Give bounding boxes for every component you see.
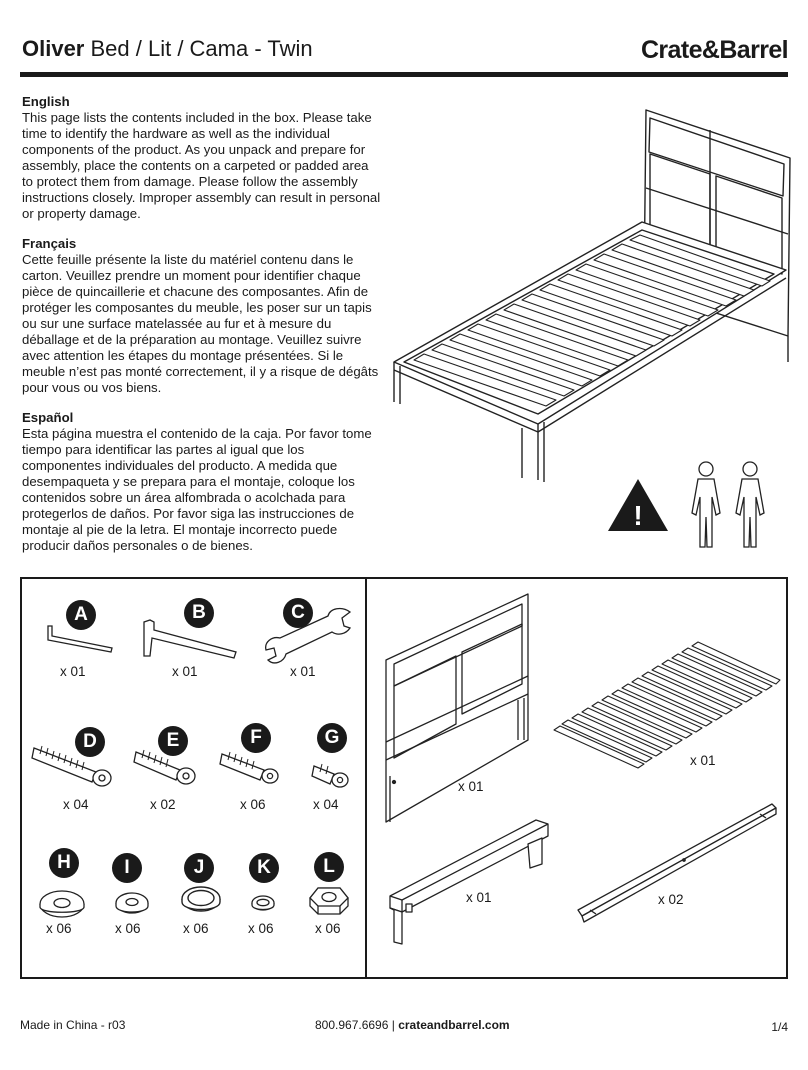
hardware-label-d: D — [75, 727, 105, 757]
hardware-label-l: L — [314, 852, 344, 882]
medium-bolt-icon — [132, 746, 198, 786]
hardware-qty-k: x 06 — [248, 921, 274, 936]
hardware-label-g: G — [317, 723, 347, 753]
headboard-illustration — [380, 590, 530, 830]
hardware-label-j: J — [184, 853, 214, 883]
brand-logo: Crate&Barrel — [640, 36, 788, 64]
bolt-icon — [218, 748, 282, 786]
hardware-qty-f: x 06 — [240, 797, 266, 812]
warning-two-person-assembly — [606, 455, 792, 555]
french-heading: Français — [22, 236, 77, 251]
hardware-label-k: K — [249, 853, 279, 883]
page-number: 1/4 — [771, 1020, 788, 1034]
small-washer-icon — [250, 894, 276, 914]
hardware-qty-g: x 04 — [313, 797, 339, 812]
footer-origin: Made in China - r03 — [20, 1018, 126, 1032]
spanish-paragraph: Esta página muestra el contenido de la caja. Por favor tome tiempo para identificar las partes al igual que los componentes individuales del producto. A medida que desempaqueta y se prepara para el montaje, coloque los contenidos sobre un área alfombrada o acolchada para protegerlos de daños. Por favor siga las instrucciones de montaje al pie de la letra. El montaje incorrecto puede producir daños personales o de bienes. — [22, 426, 372, 553]
intro-text — [22, 94, 382, 568]
hardware-label-f: F — [241, 723, 271, 753]
washer-icon — [114, 890, 150, 918]
hardware-qty-j: x 06 — [183, 921, 209, 936]
lock-washer-icon — [180, 884, 222, 916]
hardware-qty-c: x 01 — [290, 664, 316, 679]
large-washer-icon — [38, 886, 86, 920]
assembled-bed-illustration — [390, 104, 792, 486]
short-bolt-icon — [310, 760, 350, 788]
hardware-qty-l: x 06 — [315, 921, 341, 936]
person-icon — [736, 462, 764, 547]
document-title: Oliver Bed / Lit / Cama - Twin — [22, 36, 313, 61]
hardware-label-b: B — [184, 598, 214, 628]
parts-divider — [365, 577, 367, 979]
hex-nut-icon — [308, 882, 350, 918]
hardware-qty-d: x 04 — [63, 797, 89, 812]
footboard-illustration — [386, 816, 552, 948]
footer-website[interactable]: crateandbarrel.com — [398, 1018, 510, 1032]
footboard-qty: x 01 — [466, 890, 492, 905]
slats-illustration — [550, 640, 782, 776]
hardware-qty-a: x 01 — [60, 664, 86, 679]
hardware-qty-h: x 06 — [46, 921, 72, 936]
hardware-label-e: E — [158, 726, 188, 756]
warning-symbol: ! — [633, 500, 643, 531]
french-paragraph: Cette feuille présente la liste du matériel contenu dans le carton. Veuillez prendre un moment pour identifier chaque pièce de quincaillerie et chacune des composantes. Afin de protéger les composantes du meuble, les poser sur un tapis ou sur une surface matelassée au fur et à mesure du déballage et de la préparation au montage. Veuillez suivre avec attention les étapes du montage présentées. Si le meuble n’est pas monté correctement, il y a risque de dégâts pour vous ou vos biens. — [22, 252, 379, 395]
side-rail-qty: x 02 — [658, 892, 684, 907]
footer-contact — [315, 1018, 510, 1032]
header — [22, 36, 788, 72]
footer-phone: 800.967.6696 | — [315, 1018, 399, 1032]
hardware-label-c: C — [283, 598, 313, 628]
spanish-heading: Español — [22, 410, 74, 425]
slats-qty: x 01 — [690, 753, 716, 768]
headboard-qty: x 01 — [458, 779, 484, 794]
hardware-qty-i: x 06 — [115, 921, 141, 936]
wrench-icon — [262, 606, 354, 666]
hardware-label-i: I — [112, 853, 142, 883]
person-icon — [692, 462, 720, 547]
english-paragraph: This page lists the contents included in the box. Please take time to identify the hardware as well as the individual components of the product. As you unpack and prepare for assembly, place the contents on a carpeted or padded area to protect them from damage. Please follow the assembly instructions closely. Improper assembly can result in personal or property damage. — [22, 110, 381, 221]
hardware-qty-e: x 02 — [150, 797, 176, 812]
allen-key-icon — [140, 618, 240, 662]
english-heading: English — [22, 94, 70, 109]
header-rule — [20, 72, 788, 77]
allen-key-icon — [36, 624, 116, 654]
long-bolt-icon — [30, 742, 114, 788]
hardware-label-a: A — [66, 600, 96, 630]
hardware-qty-b: x 01 — [172, 664, 198, 679]
hardware-label-h: H — [49, 848, 79, 878]
